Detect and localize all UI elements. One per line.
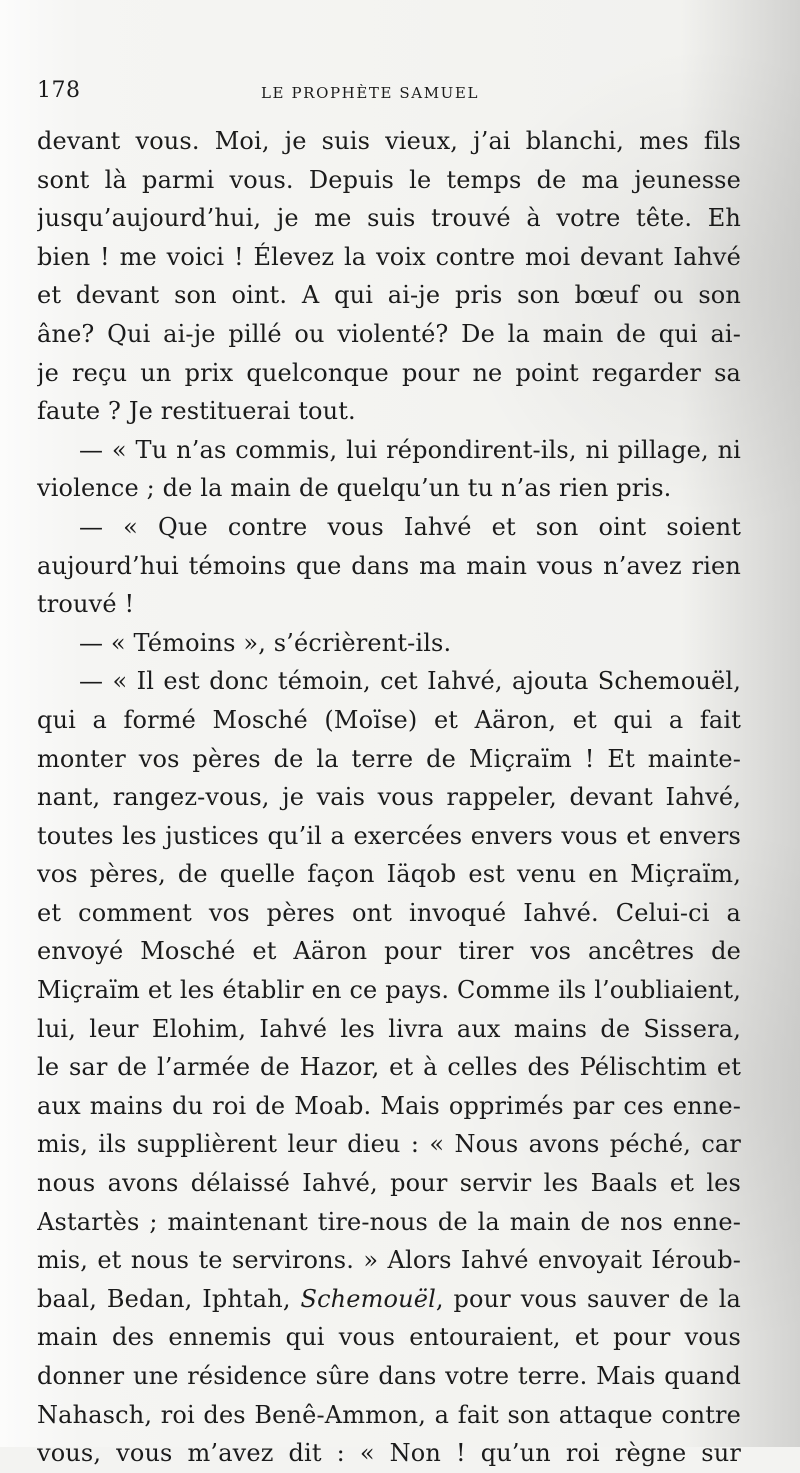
text-line: je reçu un prix quelconque pour ne point regarder sa (37, 358, 741, 387)
page-header (37, 78, 727, 110)
text-line: Miçraïm et les établir en ce pays. Comme ils l’oubliaient, (37, 976, 741, 1005)
text-line: main des ennemis qui vous entouraient, et pour vous (37, 1323, 741, 1352)
text-line: jusqu’aujourd’hui, je me suis trouvé à votre tête. Eh (37, 204, 741, 233)
dialogue-line: — « Que contre vous Iahvé et son oint soient (79, 512, 741, 541)
text-line: donner une résidence sûre dans votre terre. Mais quand (37, 1362, 741, 1390)
text-line: monter vos pères de la terre de Miçraïm ! Et mainte- (37, 744, 741, 773)
text-line: lui, leur Elohim, Iahvé les livra aux mains de Sissera, (37, 1014, 741, 1043)
text-line: nant, rangez-vous, je vais vous rappeler, devant Iahvé, (37, 783, 741, 812)
text-line: aujourd’hui témoins que dans ma main vous n’avez rien (37, 551, 741, 580)
text-line: mis, et nous te servirons. » Alors Iahvé envoyait Iéroub- (37, 1246, 741, 1275)
italic-name: Schemouël (300, 1284, 436, 1313)
text-line: vos pères, de quelle façon Iäqob est venu en Miçraïm, (37, 860, 741, 889)
text-line: vous, vous m’avez dit : « Non ! qu’un roi règne sur (37, 1439, 741, 1468)
dialogue-line: — « Tu n’as commis, lui répondirent-ils, ni pillage, ni (79, 435, 741, 464)
dialogue-line: — « Témoins », s’écrièrent-ils. (79, 628, 452, 657)
text-line: violence ; de la main de quelqu’un tu n’as rien pris. (37, 474, 672, 503)
page-number: 178 (37, 78, 81, 103)
text-line: envoyé Mosché et Aäron pour tirer vos ancêtres de (37, 937, 741, 966)
text-line: trouvé ! (37, 590, 135, 619)
text-line: Nahasch, roi des Benê-Ammon, a fait son attaque contre (37, 1400, 741, 1429)
text-line-with-italic-name (37, 1280, 741, 1319)
text-line: âne? Qui ai-je pillé ou violenté? De la main de qui ai- (37, 319, 741, 348)
text-line: nous avons délaissé Iahvé, pour servir les Baals et les (37, 1169, 741, 1198)
text-line: bien ! me voici ! Élevez la voix contre moi devant Iahvé (37, 242, 741, 271)
text-line: devant vous. Moi, je suis vieux, j’ai blanchi, mes fils (37, 127, 741, 155)
text-line: toutes les justices qu’il a exercées envers vous et envers (37, 821, 741, 850)
running-title: LE PROPHÈTE SAMUEL (261, 84, 480, 102)
text-line: le sar de l’armée de Hazor, et à celles des Pélischtim et (37, 1053, 741, 1082)
text-line: et comment vos pères ont invoqué Iahvé. Celui-ci a (37, 898, 741, 927)
page-body-text (37, 122, 741, 1473)
text-segment: baal, Bedan, Iphtah, (37, 1284, 291, 1313)
text-line: sont là parmi vous. Depuis le temps de ma jeunesse (37, 165, 741, 194)
text-line: et devant son oint. A qui ai-je pris son bœuf ou son (37, 281, 741, 310)
text-segment: , pour vous sauver de la (435, 1284, 741, 1313)
text-line: aux mains du roi de Moab. Mais opprimés par ces enne- (37, 1091, 741, 1120)
text-line: Astartès ; maintenant tire-nous de la main de nos enne- (37, 1207, 741, 1236)
text-line: mis, ils supplièrent leur dieu : « Nous avons péché, car (37, 1130, 741, 1159)
dialogue-line: — « Il est donc témoin, cet Iahvé, ajouta Schemouël, (79, 667, 741, 696)
text-line: faute ? Je restituerai tout. (37, 397, 356, 426)
text-line: qui a formé Mosché (Moïse) et Aäron, et qui a fait (37, 705, 741, 734)
